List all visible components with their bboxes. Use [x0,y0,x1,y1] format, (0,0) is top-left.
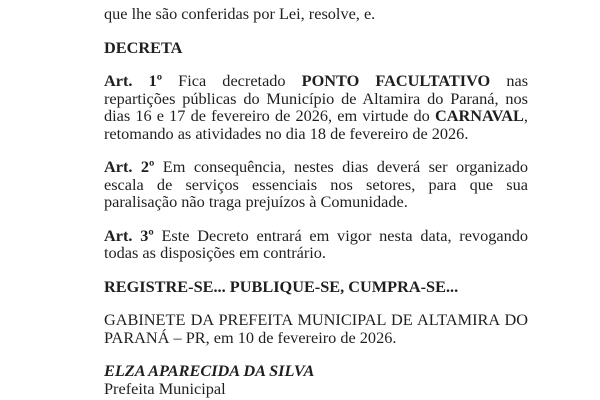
closing-order-line: REGISTRE-SE... PUBLIQUE-SE, CUMPRA-SE... [104,276,459,296]
article-2-text: Em consequência, nestes dias deverá ser organizado escala de serviços essenciais nos setores, para que sua paralisação não traga prejuízos à Comunidade. [104,157,528,211]
article-2-number: Art. 2º [104,157,155,176]
decree-text-body [104,5,528,397]
enactment-heading: DECRETA [104,37,183,57]
article-1-emphasis-ponto-facultativo: PONTO FACULTATIVO [301,71,491,90]
preamble-tail-line: que lhe são conferidas por Lei, resolve, e. [104,4,376,23]
article-3-paragraph [104,227,528,262]
article-3-number: Art. 3º [104,225,154,245]
article-1-paragraph [104,72,528,142]
signature-block [104,362,528,397]
article-2-paragraph [104,158,528,211]
article-1-text: Fica decretado [162,71,302,90]
article-1-text-continued: nas repartições públicas do Município de Altamira do Paraná, nos dias 16 e 17 de fevereiro de 2026, em virtude do [104,71,529,125]
signature-title: Prefeita Municipal [104,378,226,398]
article-3-text: Este Decreto entrará em vigor nesta data, revogando todas as disposições em contrário. [104,225,529,262]
article-1-emphasis-carnaval: CARNAVAL [434,106,524,125]
signature-name: ELZA APARECIDA DA SILVA [104,361,315,380]
article-1-number: Art. 1º [104,71,163,90]
issuance-line: GABINETE DA PREFEITA MUNICIPAL DE ALTAMIRA DO PARANÁ – PR, em 10 de fevereiro de 2026. [104,310,528,347]
article-1-text-end: , retomando as atividades no dia 18 de fevereiro de 2026. [104,106,528,143]
